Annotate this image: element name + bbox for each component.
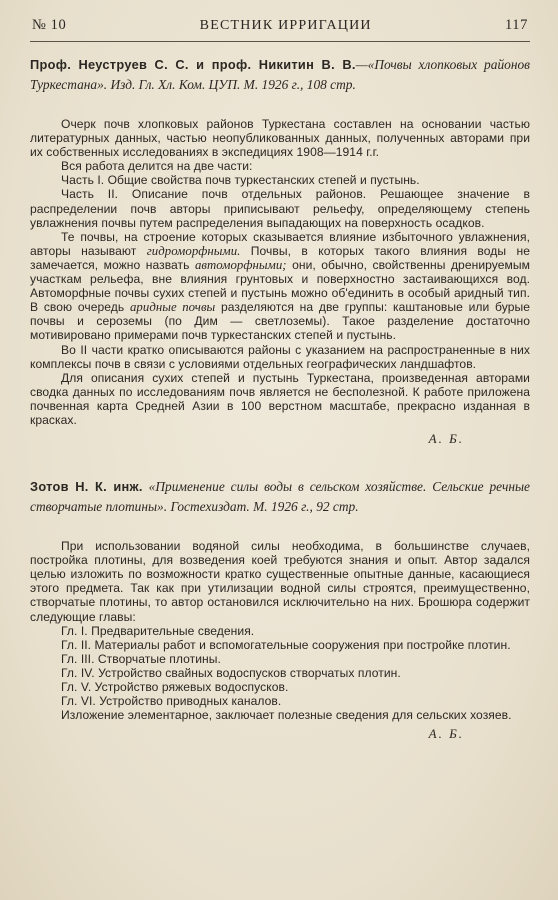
paragraph: Очерк почв хлопковых районов Туркестана составлен на основании частью литературных данных, частью неопубликованных данных, полученных авторами при их собственных исследованиях в экспедициях 1908—1914 г.г.: [30, 117, 530, 160]
review-soils: [30, 55, 530, 447]
paragraph: Часть I. Общие свойства почв туркестанских степей и пустынь.: [61, 173, 420, 188]
paragraph: Для описания сухих степей и пустынь Туркестана, произведенная авторами сводка данных по исследованиям почв является не бесполезной. К работе приложена почвенная карта Средней Азии в 100 верстном масштабе, прекрасно изданная в красках.: [30, 370, 530, 427]
chapter-item: Гл. I. Предварительные сведения.: [61, 623, 255, 638]
chapter-item: Гл. III. Створчатые плотины.: [61, 651, 221, 666]
term-hydromorphic: гидроморфными.: [146, 243, 241, 258]
paragraph-soil-types: Те почвы, на строение которых сказывается влияние избыточного увлажнения, авторы называют гидроморфными. Почвы, в которых такого влияния воды не замечается, можно назвать автоморфными; они, обычно, свойственны дренируемым участкам рельефа, вне влияния грунтовых и поверхностно застаивающихся вод. Автоморфные почвы сухих степей и пустынь можно об'единить в особый аридный тип. В свою очередь аридные почвы разделяются на две группы: каштановые или бурые почвы и сероземы (по Дим — светлоземы). Такое разделение достаточно мотивировано примерами почв туркестанских степей и пустынь.: [30, 229, 531, 343]
page-number: 117: [504, 17, 528, 33]
paragraph: Часть II. Описание почв отдельных районов. Решающее значение в распределении почв авторы приписывают рельефу, определяющему степень увлажнения почвы путем распределения выпадающих на поверхность осадков.: [30, 187, 530, 230]
review-soils-title: —«Почвы хлопковых районов Туркестана».: [30, 57, 530, 92]
review-dams-signature: А. Б.: [428, 726, 464, 742]
paragraph: Во II части кратко описываются районы с указанием на распространенные в них комплексы почв в связи с условиями отдельных географических ландшафтов.: [30, 342, 530, 371]
term-automorphic: автоморфными;: [194, 257, 287, 272]
journal-title: ВЕСТНИК ИРРИГАЦИИ: [199, 18, 372, 33]
section-gap: [30, 447, 530, 477]
issue-number: № 10: [32, 17, 67, 33]
running-header: [30, 16, 530, 42]
review-dams-body: [30, 539, 530, 722]
chapter-list: [30, 624, 530, 709]
review-soils-authors: Проф. Неуструев С. С. и проф. Никитин В. В.: [30, 57, 356, 72]
review-dams: [30, 477, 530, 742]
review-soils-body: [30, 117, 530, 427]
chapter-item: Гл. IV. Устройство свайных водоспусков створчатых плотин.: [61, 665, 401, 680]
review-dams-authors: Зотов Н. К. инж.: [30, 479, 143, 495]
paragraph: При использовании водяной силы необходима, в большинстве случаев, постройка плотины, для возведения коей требуются знания и опыт. Автор задался целью изложить по возможности кратко существенные опытные данные, касающиеся этого предмета. Так как при утилизации водной силы строятся, преимущественно, створчатые плотины, то автор остановился исключительно на них. Брошюра содержит следующие главы:: [30, 539, 530, 624]
chapter-item: Гл. II. Материалы работ и вспомогательные сооружения при постройке плотин.: [61, 637, 511, 652]
review-dams-citation: [30, 477, 530, 517]
review-dams-imprint: Гостехиздат. М. 1926 г., 92 стр.: [167, 499, 359, 515]
paragraph: Вся работа делится на две части:: [61, 159, 253, 174]
paragraph: Изложение элементарное, заключает полезные сведения для сельских хозяев.: [61, 708, 512, 723]
chapter-item: Гл. VI. Устройство приводных каналов.: [61, 694, 282, 709]
term-arid: аридные почвы: [129, 300, 216, 315]
review-dams-title: «Применение силы воды в сельском хозяйстве. Сельские речные створчатые плотины».: [30, 479, 530, 515]
review-soils-signature: А. Б.: [428, 431, 464, 447]
chapter-item: Гл. V. Устройство ряжевых водоспусков.: [61, 680, 289, 694]
review-soils-imprint: Изд. Гл. Хл. Ком. ЦУП. М. 1926 г., 108 стр.: [107, 77, 356, 92]
review-soils-citation: [30, 55, 530, 95]
